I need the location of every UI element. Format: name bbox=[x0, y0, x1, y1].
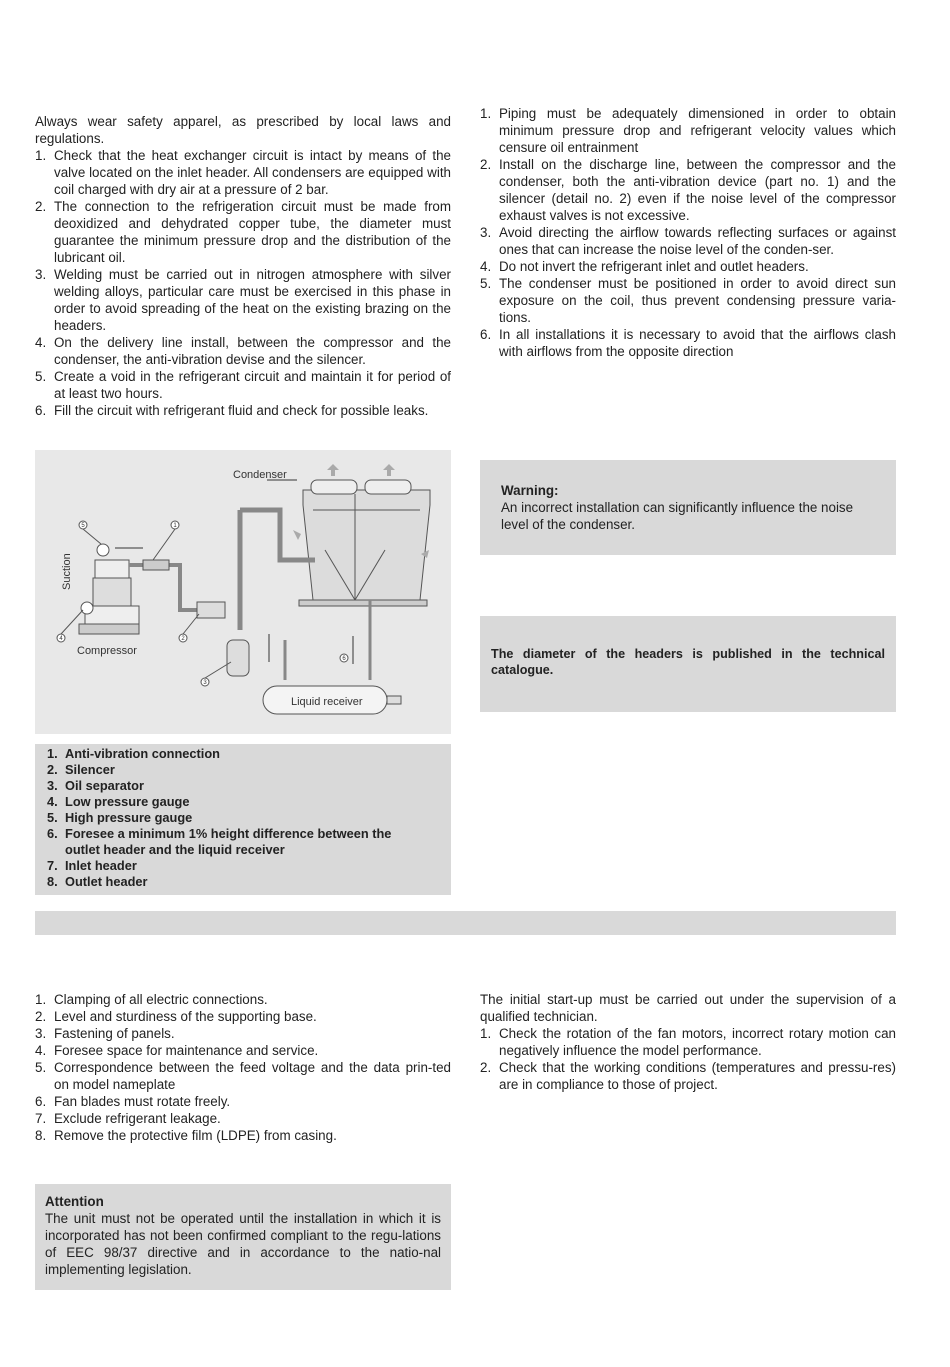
installation-list bbox=[35, 147, 451, 419]
list-item: 3. Oil separator bbox=[47, 778, 144, 793]
list-item: 5. Correspondence between the feed voltage and the data prin-ted on model nameplate bbox=[35, 1060, 451, 1092]
callout-4: 4 bbox=[59, 636, 63, 642]
compressor-unit bbox=[79, 544, 139, 634]
list-item: 2. Level and sturdiness of the supporting base. bbox=[35, 1009, 317, 1024]
list-item: 4. On the delivery line install, between the compressor and the condenser, the anti-vibration devise and the silencer. bbox=[35, 335, 451, 367]
list-item: 1. Check that the heat exchanger circuit is intact by means of the valve located on the inlet header. All condensers are equipped with coil charged with dry air at a pressure of 2 bar. bbox=[35, 148, 451, 197]
list-item: 3. Fastening of panels. bbox=[35, 1026, 175, 1041]
legend-list bbox=[35, 744, 451, 890]
list-item: 8. Remove the protective film (LDPE) from casing. bbox=[35, 1128, 337, 1143]
warning-box bbox=[480, 460, 896, 555]
callout-6: 6 bbox=[342, 656, 346, 662]
list-item: 6. Foresee a minimum 1% height difference between the outlet header and the liquid receiver bbox=[47, 826, 392, 857]
list-item: 7. Inlet header bbox=[47, 858, 137, 873]
list-item: 1. Check the rotation of the fan motors, incorrect rotary motion can negatively influence the model performance. bbox=[480, 1026, 896, 1058]
condenser-label: Condenser bbox=[233, 469, 287, 481]
list-item: 7. Exclude refrigerant leakage. bbox=[35, 1111, 221, 1126]
diameter-note: The diameter of the headers is published in the technical catalogue. bbox=[491, 647, 885, 677]
checks-list bbox=[35, 991, 451, 1144]
warning-title: Warning: bbox=[501, 483, 559, 498]
list-item: 2. Check that the working conditions (temperatures and pressu-res) are in compliance to those of project. bbox=[480, 1060, 896, 1092]
receiver-label: Liquid receiver bbox=[291, 696, 363, 708]
checks-section bbox=[35, 991, 451, 1144]
list-item: 5. The condenser must be positioned in order to avoid direct sun exposure on the coil, thus prevent condensing pressure varia-tions. bbox=[480, 276, 896, 325]
startup-section bbox=[480, 991, 896, 1093]
list-item: 2. Install on the discharge line, between the compressor and the condenser, both the anti-vibration device (part no. 1) and the silencer (detail no. 2) even if the noise level of the compressor exhaust valves is not excessive. bbox=[480, 157, 896, 223]
legend-box bbox=[35, 744, 451, 895]
list-item: 6. Fill the circuit with refrigerant fluid and check for possible leaks. bbox=[35, 403, 429, 418]
callout-3: 3 bbox=[203, 680, 207, 686]
list-item: 3. Avoid directing the airflow towards reflecting surfaces or against ones that can increase the noise level of the conden-ser. bbox=[480, 225, 896, 257]
warning-text: An incorrect installation can significantly influence the noise level of the condenser. bbox=[501, 500, 854, 532]
list-item: 1. Anti-vibration connection bbox=[47, 746, 220, 761]
section-bar bbox=[35, 911, 896, 935]
list-item: 2. The connection to the refrigeration circuit must be made from deoxidized and dehydrated copper tube, the diameter must guarantee the minimum pressure drop and the distribution of the lubricant oil. bbox=[35, 199, 451, 265]
attention-title: Attention bbox=[45, 1194, 104, 1209]
piping-list bbox=[480, 105, 896, 360]
attention-text: The unit must not be operated until the installation in which it is incorporated has not been confirmed compliant to the regu-lations of EEC 98/37 directive and in accordance to the natio-nal implementing legislation. bbox=[45, 1211, 441, 1277]
list-item: 6. In all installations it is necessary to avoid that the airflows clash with airflows from the opposite direction bbox=[480, 327, 896, 359]
suction-label: Suction bbox=[61, 553, 73, 590]
list-item: 5. Create a void in the refrigerant circuit and maintain it for period of at least two hours. bbox=[35, 369, 451, 401]
compressor-label: Compressor bbox=[77, 645, 137, 657]
list-item: 1. Piping must be adequately dimensioned in order to obtain minimum pressure drop and refrigerant velocity values which censure oil entrainment bbox=[480, 106, 896, 155]
list-item: 3. Welding must be carried out in nitrogen atmosphere with silver welding alloys, particular care must be exercised in this phase in order to avoid spreading of the heat on the existing brazing on the headers. bbox=[35, 267, 451, 333]
installation-section bbox=[35, 113, 451, 419]
condenser-unit bbox=[299, 480, 430, 606]
list-item: 4. Do not invert the refrigerant inlet and outlet headers. bbox=[480, 259, 809, 274]
list-item: 1. Clamping of all electric connections. bbox=[35, 992, 268, 1007]
diameter-note-box bbox=[480, 616, 896, 712]
startup-list bbox=[480, 1025, 896, 1093]
attention-box bbox=[35, 1184, 451, 1290]
startup-intro: The initial start-up must be carried out under the supervision of a qualified technician. bbox=[480, 992, 896, 1024]
list-item: 4. Low pressure gauge bbox=[47, 794, 190, 809]
list-item: 2. Silencer bbox=[47, 762, 115, 777]
diagram-svg bbox=[35, 450, 451, 734]
callout-5: 5 bbox=[81, 523, 85, 529]
refrigeration-diagram bbox=[35, 450, 451, 734]
callout-1: 1 bbox=[173, 523, 177, 529]
callout-2: 2 bbox=[181, 636, 185, 642]
list-item: 6. Fan blades must rotate freely. bbox=[35, 1094, 231, 1109]
list-item: 5. High pressure gauge bbox=[47, 810, 193, 825]
list-item: 4. Foresee space for maintenance and service. bbox=[35, 1043, 319, 1058]
list-item: 8. Outlet header bbox=[47, 874, 148, 889]
installation-intro: Always wear safety apparel, as prescribed by local laws and regulations. bbox=[35, 114, 451, 146]
piping-section bbox=[480, 105, 896, 360]
